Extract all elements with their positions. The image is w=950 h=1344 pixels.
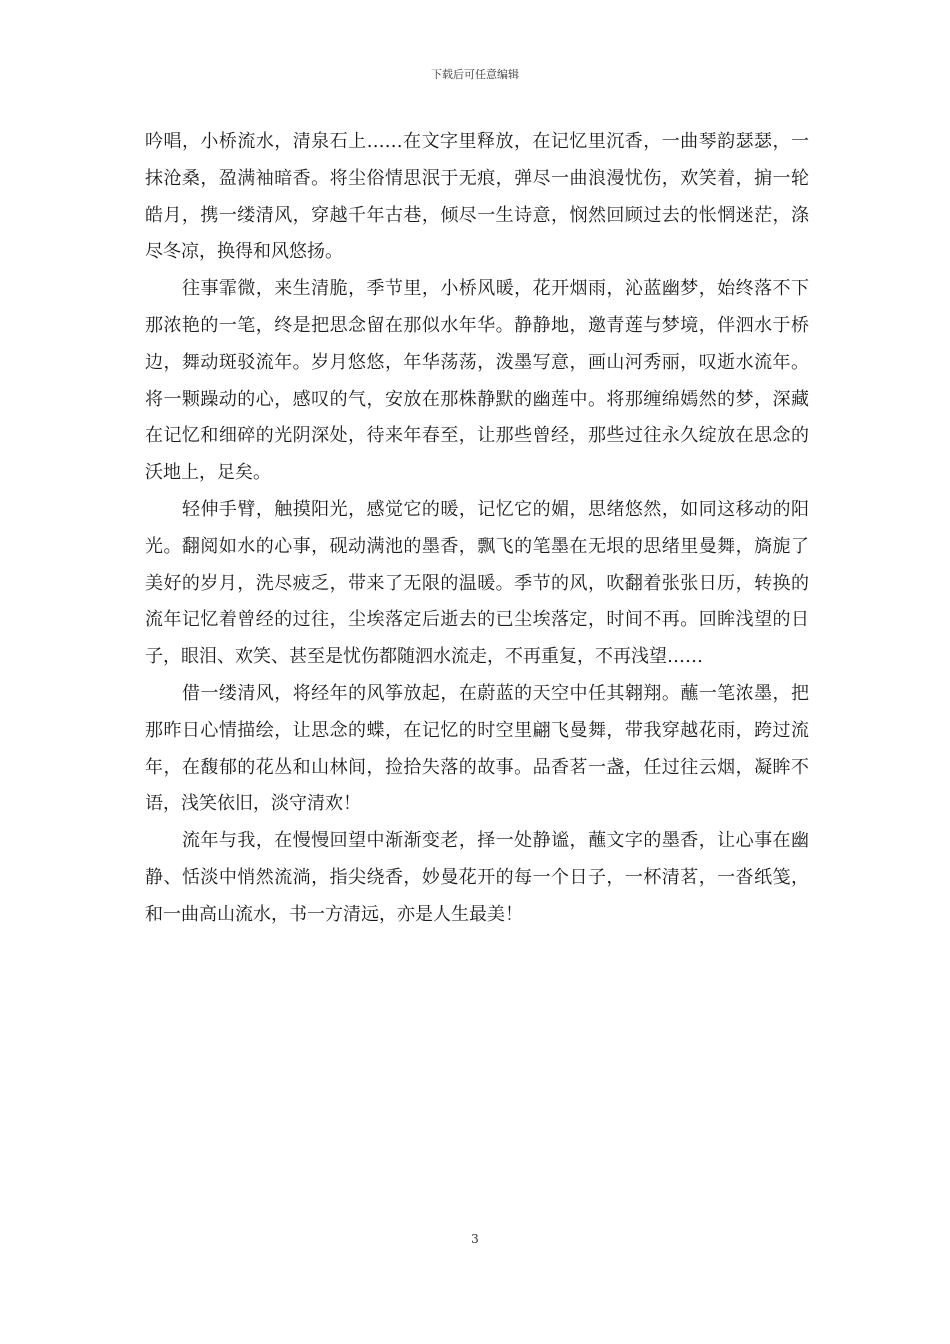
paragraph-5: 流年与我，在慢慢回望中渐渐变老，择一处静谧，蘸文字的墨香，让心事在幽静、恬淡中悄然流淌，指尖绕香，妙曼花开的每一个日子，一杯清茗，一沓纸笺，和一曲高山流水，书一方清远，亦是人生最美！ [145,830,809,925]
page-number: 3 [471,1232,479,1246]
paragraph-3: 轻伸手臂，触摸阳光，感觉它的暖，记忆它的媚，思绪悠然，如同这移动的阳光。翻阅如水的心事，砚动满池的墨香，飘飞的笔墨在无垠的思绪里曼舞，旖旎了美好的岁月，洗尽疲乏，带来了无限的温暖。季节的风，吹翻着张张日历，转换的流年记忆着曾经的过往，尘埃落定后逝去的已尘埃落定，时间不再。回眸浅望的日子，眼泪、欢笑、甚至是忧伤都随泗水流走，不再重复，不再浅望…… [145,498,809,668]
paragraph-2: 往事霏微，来生清脆，季节里，小桥风暖，花开烟雨，沁蓝幽梦，始终落不下那浓艳的一笔，终是把思念留在那似水年华。静静地，邀青莲与梦境，伴泗水于桥边，舞动斑驳流年。岁月悠悠，年华荡荡，泼墨写意，画山河秀丽，叹逝水流年。将一颗躁动的心，感叹的气，安放在那株静默的幽莲中。将那缠绵嫣然的梦，深藏在记忆和细碎的光阴深处，待来年春至，让那些曾经，那些过往永久绽放在思念的沃地上，足矣。 [145,278,809,484]
paragraph-4: 借一缕清风，将经年的风筝放起，在蔚蓝的天空中任其翱翔。蘸一笔浓墨，把那昨日心情描绘，让思念的蝶，在记忆的时空里翩飞曼舞，带我穿越花雨，跨过流年，在馥郁的花丛和山林间，捡拾失落的故事。品香茗一盏，任过往云烟，凝眸不语，浅笑依旧，淡守清欢！ [145,682,809,815]
paragraph-1: 吟唱，小桥流水，清泉石上……在文字里释放，在记忆里沉香，一曲琴韵瑟瑟，一抹沧桑，盈满袖暗香。将尘俗情思泯于无痕，弹尽一曲浪漫忧伤，欢笑着，掮一轮皓月，携一缕清风，穿越千年古巷，倾尽一生诗意，悯然回顾过去的怅惘迷茫，涤尽冬凉，换得和风悠扬。 [145,131,809,263]
document-body [145,124,809,934]
page-header: 下载后可任意编辑 [431,68,519,81]
